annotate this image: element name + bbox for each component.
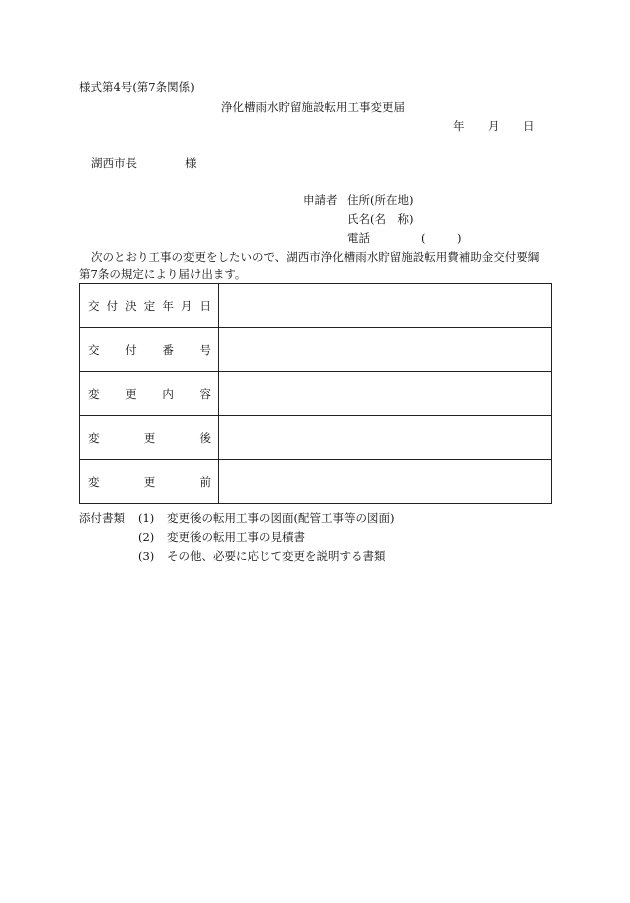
row-label	[80, 298, 218, 314]
row-label	[80, 386, 218, 402]
attachment-2-text: 変更後の転用工事の見積書	[167, 530, 305, 544]
row-label-char: 内	[162, 386, 174, 401]
phone-label: 電話	[347, 231, 370, 245]
address-label: 住所(所在地)	[347, 193, 414, 207]
addressee-name: 湖西市長	[91, 156, 137, 170]
addressee-honorific: 様	[185, 156, 197, 170]
applicant-label: 申請者	[303, 193, 338, 207]
row-label-char: 後	[199, 430, 211, 445]
row-label-char: 更	[143, 474, 156, 489]
row-label-char: 日	[199, 298, 211, 313]
date-day: 日	[523, 119, 535, 133]
row-label-cell	[80, 460, 219, 504]
row-label-char: 変	[88, 430, 100, 445]
name-label: 氏名(名 称)	[347, 212, 414, 226]
attachment-1-text: 変更後の転用工事の図面(配管工事等の図面)	[167, 511, 395, 525]
row-label-char: 決	[125, 298, 137, 313]
table-row	[80, 328, 552, 372]
row-value-cell[interactable]	[219, 284, 552, 328]
row-label-char: 月	[180, 298, 193, 313]
row-label-cell	[80, 284, 219, 328]
row-label-char: 定	[143, 298, 156, 313]
table-row	[80, 416, 552, 460]
body-line-2: 第7条の規定により届け出ます。	[79, 267, 247, 281]
row-label-char: 交	[88, 342, 100, 357]
row-label-char: 変	[88, 386, 100, 401]
row-label-char: 番	[162, 342, 174, 357]
row-label-char: 前	[199, 474, 211, 489]
date-year: 年	[453, 119, 465, 133]
row-label-char: 更	[143, 430, 156, 445]
row-value-cell[interactable]	[219, 416, 552, 460]
row-label	[80, 430, 218, 446]
phone-open-paren: (	[421, 231, 426, 245]
row-label-cell	[80, 372, 219, 416]
table-row	[80, 372, 552, 416]
row-label-char: 号	[199, 342, 211, 357]
document-title: 浄化槽雨水貯留施設転用工事変更届	[221, 100, 405, 114]
table-row	[80, 460, 552, 504]
attachment-3-text: その他、必要に応じて変更を説明する書類	[167, 549, 386, 563]
row-value-cell[interactable]	[219, 372, 552, 416]
attachment-3-num: (3)	[138, 549, 155, 563]
attachments-label: 添付書類	[79, 511, 125, 525]
row-label-char: 容	[199, 386, 211, 401]
phone-close-paren: )	[457, 231, 462, 245]
attachment-2-num: (2)	[138, 530, 155, 544]
attachment-1-num: (1)	[138, 511, 155, 525]
row-label-char: 年	[162, 298, 174, 313]
form-table-body	[80, 284, 552, 504]
row-label	[80, 342, 218, 358]
row-label-char: 交	[88, 298, 100, 313]
form-number: 様式第4号(第7条関係)	[79, 80, 195, 94]
row-label-char: 付	[106, 298, 119, 313]
row-value-cell[interactable]	[219, 460, 552, 504]
row-label-cell	[80, 416, 219, 460]
row-label-char: 更	[125, 386, 137, 401]
body-line-1: 次のとおり工事の変更をしたいので、湖西市浄化槽雨水貯留施設転用費補助金交付要綱	[91, 250, 540, 264]
row-label-char: 変	[88, 474, 100, 489]
row-label-cell	[80, 328, 219, 372]
row-label-char: 付	[125, 342, 137, 357]
row-value-cell[interactable]	[219, 328, 552, 372]
date-month: 月	[488, 119, 500, 133]
table-row	[80, 284, 552, 328]
row-label	[80, 474, 218, 490]
form-table	[79, 283, 552, 504]
